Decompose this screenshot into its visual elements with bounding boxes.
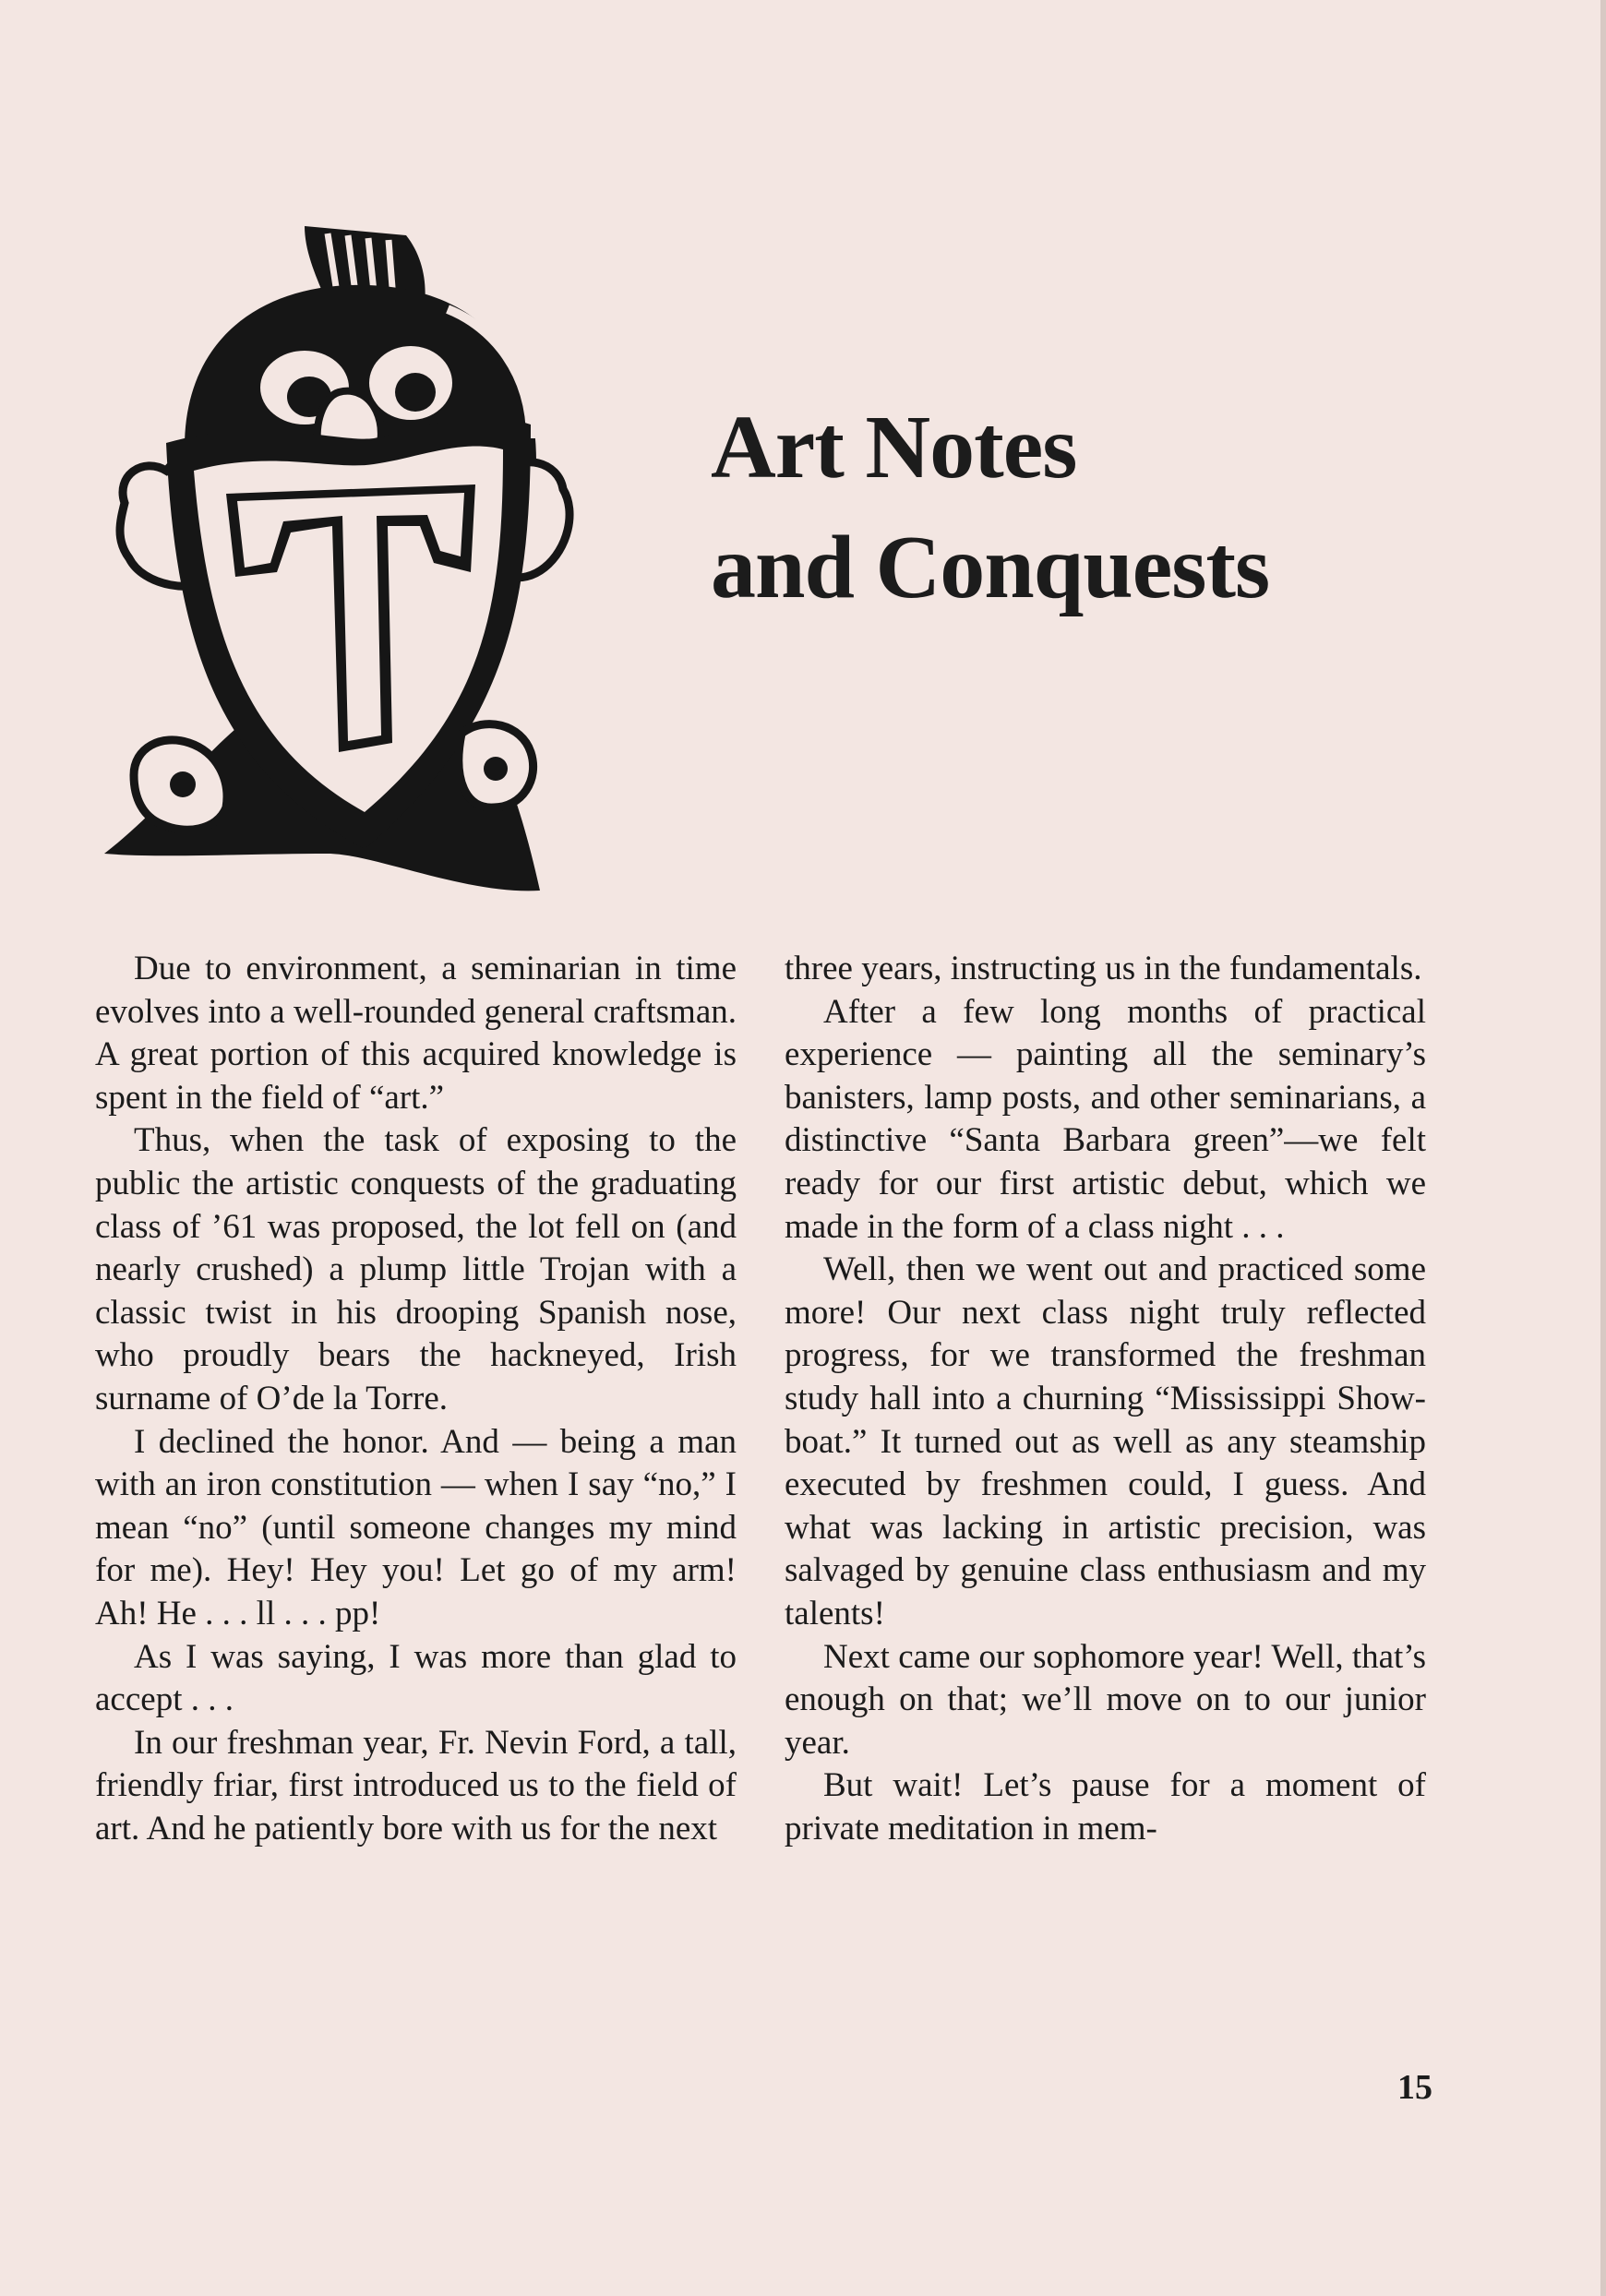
paragraph: In our freshman year, Fr. Nevin Ford, a tall, friendly friar, first introduced us to the field of art. And he patiently bore with us for the next: [95, 1723, 737, 1848]
paragraph: Due to environment, a seminarian in time evolves into a well-rounded general craftsman. A great portion of this acquired knowledge is spent in the field of “art.”: [95, 950, 737, 1117]
paragraph: As I was saying, I was more than glad to accept . . .: [95, 1637, 737, 1719]
left-column: [95, 948, 737, 1850]
paragraph: Next came our sophomore year! Well, that’s enough on that; we’ll move on to our junior year.: [785, 1637, 1426, 1762]
title-line-1: Art Notes: [711, 398, 1077, 497]
page-number: 15: [1397, 2068, 1432, 2107]
article-title: [711, 388, 1269, 628]
page-edge: [1600, 0, 1606, 2296]
title-line-2: and Conquests: [711, 518, 1270, 617]
right-column: [785, 948, 1426, 1850]
paragraph-continuation: three years, instructing us in the fundamentals.: [785, 950, 1422, 987]
paragraph: But wait! Let’s pause for a moment of private meditation in mem-: [785, 1766, 1426, 1848]
paragraph: Thus, when the task of exposing to the public the artistic conquests of the graduating class of ’61 was proposed, the lot fell on (and nearly crushed) a plump little Trojan with a classic twist in his drooping Spanish nose, who proudly bears the hackneyed, Irish surname of O’de la Torre.: [95, 1121, 737, 1417]
paragraph: After a few long months of practical experience — painting all the seminary’s banisters, lamp posts, and other seminarians, a distinctive “Santa Barbara green”—we felt ready for our first artistic debut, which we made in the form of a class night . . .: [785, 992, 1426, 1246]
trojan-mascot-logo: [97, 208, 614, 909]
paragraph: I declined the honor. And — being a man with an iron constitution — when I say “no,” I mean “no” (until someone changes my mind for me). Hey! Hey you! Let go of my arm! Ah! He . . . ll . . . pp!: [95, 1422, 737, 1632]
paragraph: Well, then we went out and practiced some more! Our next class night truly reflected progress, for we transformed the freshman study hall into a churning “Mississippi Showboat.” It turned out as well as any steamship executed by freshmen could, I guess. And what was lacking in artistic precision, was salvaged by genuine class enthusiasm and my talents!: [785, 1250, 1426, 1632]
